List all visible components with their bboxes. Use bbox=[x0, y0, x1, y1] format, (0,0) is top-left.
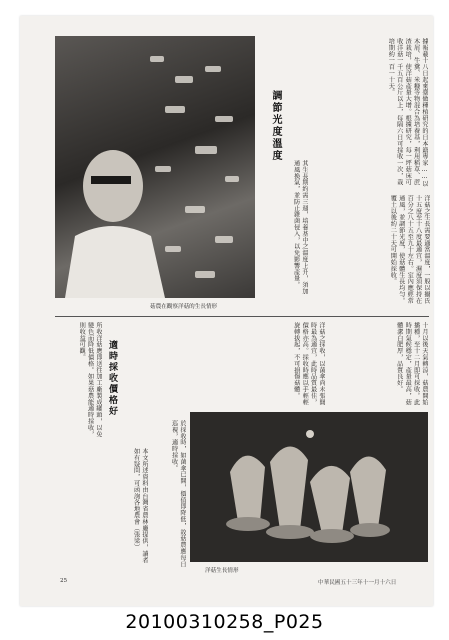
publication-date: 中華民國五十三年十一月十六日 bbox=[318, 580, 397, 586]
article-body-lower-mid: 洋菇之採收，以菌傘尚未張開時最為適宜，此時品質最佳，價格亦高。採收時應以手輕輕旋轉拔起，不可損傷菇體。 bbox=[292, 322, 325, 406]
section-divider bbox=[55, 316, 429, 317]
article-body-bottom-left: 本文所述資料由台灣省農林廳提供，讀者如有疑問，可函詢各地農會（張梁） bbox=[132, 448, 148, 564]
top-photo bbox=[55, 36, 255, 298]
article-body-upper-mid: 洋菇之生長需要適當溫度，一般以攝氏十五度至十八度最適宜，濕度須保持在百分之八十五至九十左右。室內應經常通風，並調節光度，使菇體生長均勻。覆土以後約二十天可開始採收。 bbox=[389, 195, 430, 304]
article-body-lower-left: 所收洋菇應即送往加工廠製成罐頭，以免變色而降低價格。如果菇農能適時採收，則收益可觀。 bbox=[78, 322, 102, 438]
top-photo-caption: 菇農在觀察洋菇的生長情形 bbox=[150, 304, 218, 310]
article-body-upper-left: 其生長期約需三週，培養基中之溫度上升，須加通風換氣，並防止雜菌侵入，以免影響產量。 bbox=[292, 160, 308, 295]
bottom-photo bbox=[190, 412, 428, 562]
mushroom-grower-image bbox=[55, 36, 255, 298]
mushroom-cluster-image bbox=[190, 412, 428, 562]
article-body-upper-right: 據報載十八日起來臺做種植研究的日本籍專家……以木屑、牛糞、米糠等物混合為培養基，利用稻草、蔗渣栽培，使洋菇產量大增。根據研究，每一坪菇床可收洋菇一千五百公斤以上，每隔六日可採收一次，栽培期約一百一十天。 bbox=[387, 38, 428, 187]
archive-id-label: 20100310258_P025 bbox=[125, 611, 324, 633]
article-heading-main: 調節光度溫度 bbox=[270, 90, 281, 162]
article-body-bottom-right: 於採收時，如菌傘已開，價值即降低，故菇農應每日巡視，適時採收。 bbox=[170, 420, 186, 568]
bottom-photo-caption: 洋菇生長情形 bbox=[205, 568, 239, 574]
article-heading-second: 適時採收價格好 bbox=[107, 340, 117, 417]
article-body-lower-right: 十月以後天氣轉涼，菇農開始播種，至十二月即可採收。此時期氣候穩定，產量最高，菇體潔白肥厚，品質良好。 bbox=[395, 322, 428, 406]
page-number: 25 bbox=[60, 578, 68, 584]
